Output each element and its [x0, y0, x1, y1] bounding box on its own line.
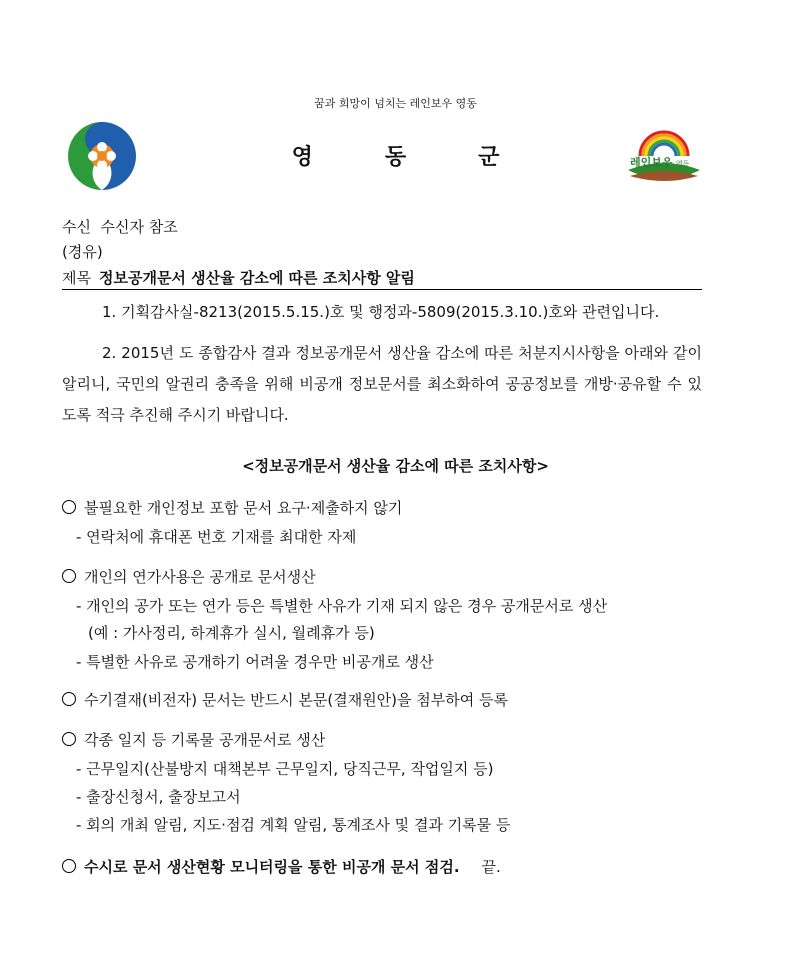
circle-bullet-icon: [62, 569, 76, 583]
subject-value: 정보공개문서 생산율 감소에 따른 조치사항 알림: [98, 269, 415, 287]
list-item-text: 불필요한 개인정보 포함 문서 요구·제출하지 않기: [84, 499, 403, 517]
recipient-value: 수신자 참조: [100, 218, 178, 236]
list-subitem: - 특별한 사유로 공개하기 어려울 경우만 비공개로 생산: [76, 653, 434, 671]
list-item: [62, 497, 402, 518]
list-item-text: 개인의 연가사용은 공개로 문서생산: [84, 568, 316, 586]
org-char-1: 영: [291, 145, 313, 170]
rainbow-logo-subtext: 영동: [676, 160, 690, 168]
subject-line: [62, 267, 415, 288]
rainbow-logo-text: 레인보우: [630, 156, 673, 169]
rainbow-yeongdong-logo: [626, 126, 702, 184]
org-char-3: 군: [478, 145, 500, 170]
list-subitem: - 출장신청서, 출장보고서: [76, 788, 241, 806]
list-item: [62, 566, 316, 587]
list-item: [62, 856, 501, 877]
recipient-line: [62, 216, 178, 237]
circle-bullet-icon: [62, 692, 76, 706]
end-mark: 끝.: [481, 858, 501, 876]
list-subitem: - 연락처에 휴대폰 번호 기재를 최대한 자제: [76, 528, 357, 546]
via-line: (경유): [62, 243, 103, 261]
list-item: [62, 729, 325, 750]
list-item-text: 수기결재(비전자) 문서는 반드시 본문(결재원안)을 첨부하여 등록: [84, 691, 508, 709]
paragraph-1: 1. 기획감사실-8213(2015.5.15.)호 및 행정과-5809(2015.3.10.)호와 관련입니다.: [102, 303, 660, 321]
list-subitem: - 근무일지(산불방지 대책본부 근무일지, 당직근무, 작업일지 등): [76, 760, 494, 778]
list-item-text: 수시로 문서 생산현황 모니터링을 통한 비공개 문서 점검.: [84, 858, 460, 876]
list-subitem: - 개인의 공가 또는 연가 등은 특별한 사유가 기재 되지 않은 경우 공개문서로 생산: [76, 597, 608, 615]
circle-bullet-icon: [62, 859, 76, 873]
org-char-2: 동: [384, 145, 407, 170]
circle-bullet-icon: [62, 732, 76, 746]
circle-bullet-icon: [62, 500, 76, 514]
subject-label: 제목: [62, 269, 91, 287]
list-item-text: 각종 일지 등 기록물 공개문서로 생산: [84, 731, 326, 749]
list-subitem: - 회의 개최 알림, 지도·점검 계획 알림, 통계조사 및 결과 기록물 등: [76, 816, 511, 834]
slogan: 꿈과 희망이 넘치는 레인보우 영동: [314, 97, 477, 110]
list-item: [62, 689, 508, 710]
subject-divider: [62, 289, 702, 290]
paragraph-2: 2. 2015년 도 종합감사 결과 정보공개문서 생산율 감소에 따른 처분지시사항을 아래와 같이 알리니, 국민의 알권리 충족을 위해 비공개 정보문서를 최소화하여 공공정보를 개방·공유할 수 있도록 적극 추진해 주시기 바랍니다.: [62, 344, 702, 424]
list-subitem-continuation: (예 : 가사정리, 하계휴가 실시, 월례휴가 등): [88, 624, 375, 642]
recipient-label: 수신: [62, 218, 91, 236]
section-heading: <정보공개문서 생산율 감소에 따른 조치사항>: [242, 457, 549, 475]
